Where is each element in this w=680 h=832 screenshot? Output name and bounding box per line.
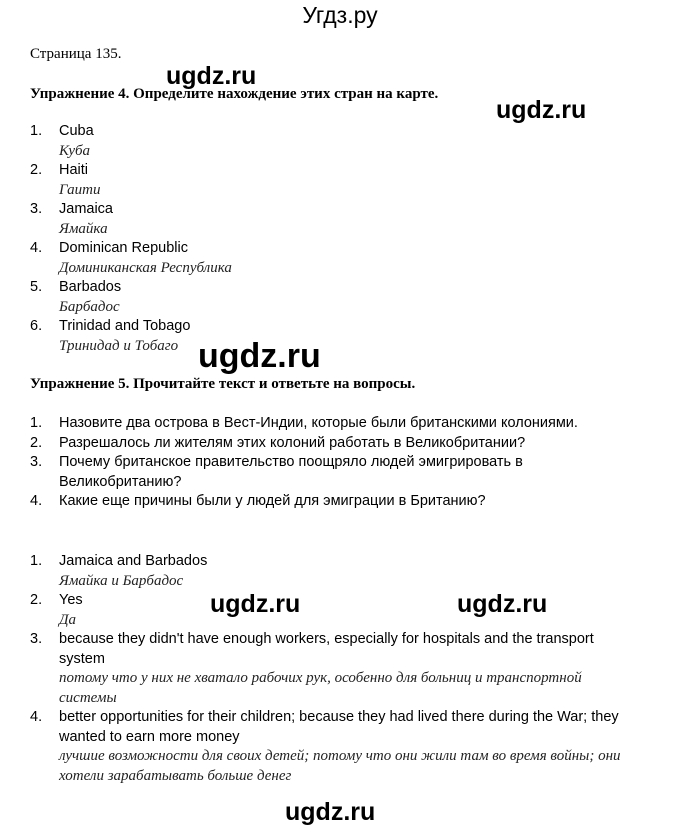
answer-english: better opportunities for their children; because they had lived there during the War; they wanted to earn more money [59, 709, 619, 745]
answer-russian: Да [59, 611, 77, 628]
list-item [30, 278, 232, 317]
answer-english: Yes [59, 592, 83, 608]
item-number: 1. [30, 123, 43, 139]
question-item [30, 434, 599, 454]
answer-russian: Ямайка и Барбадос [59, 572, 184, 589]
site-title: Угдз.ру [302, 2, 378, 28]
item-number: 3. [30, 201, 43, 217]
item-english: Barbados [59, 279, 122, 295]
list-item [30, 122, 232, 161]
question-text: Почему британское правительство поощряло людей эмигрировать в Великобританию? [59, 454, 523, 490]
question-item [30, 414, 599, 434]
item-number: 4. [30, 493, 43, 509]
item-number: 1. [30, 415, 43, 431]
page-label: Страница 135. [30, 46, 122, 62]
item-russian: Доминиканская Республика [59, 259, 232, 276]
question-item [30, 453, 599, 492]
list-item [30, 200, 232, 239]
answer-item [30, 630, 599, 708]
exercise-4-list [30, 122, 232, 356]
list-item [30, 161, 232, 200]
item-number: 3. [30, 454, 43, 470]
answer-item [30, 552, 630, 591]
question-text: Какие еще причины были у людей для эмиграции в Британию? [59, 493, 486, 509]
item-number: 2. [30, 434, 43, 451]
exercise-5-questions [30, 414, 599, 512]
answer-english: Jamaica and Barbados [59, 553, 208, 569]
item-russian: Гаити [59, 181, 101, 198]
watermark: ugdz.ru [457, 590, 548, 618]
watermark: ugdz.ru [496, 96, 587, 124]
item-number: 1. [30, 553, 43, 569]
question-text: Разрешалось ли жителям этих колоний работать в Великобритании? [59, 434, 526, 451]
exercise-5-answers [30, 552, 630, 786]
item-number: 2. [30, 592, 43, 608]
watermark: ugdz.ru [210, 590, 301, 618]
list-item [30, 239, 232, 278]
watermark: ugdz.ru [285, 798, 376, 826]
item-english: Haiti [59, 162, 89, 178]
item-english: Trinidad and Tobago [59, 318, 191, 334]
item-number: 5. [30, 279, 43, 295]
item-number: 4. [30, 240, 43, 256]
exercise-4-title: Упражнение 4. Определите нахождение этих стран на карте. [30, 86, 439, 102]
item-number: 6. [30, 318, 43, 334]
watermark: ugdz.ru [166, 62, 257, 90]
item-russian: Ямайка [59, 220, 108, 237]
item-russian: Куба [59, 142, 91, 159]
answer-russian: лучшие возможности для своих детей; потому что они жили там во время войны; они хотели зарабатывать больше денег [59, 748, 621, 784]
item-english: Jamaica [59, 201, 113, 217]
item-english: Cuba [59, 123, 94, 139]
answer-item [30, 708, 624, 786]
answer-english: because they didn't have enough workers, especially for hospitals and the transport system [59, 631, 594, 667]
item-russian: Барбадос [59, 298, 120, 315]
watermark: ugdz.ru [198, 337, 321, 375]
item-number: 4. [30, 709, 43, 725]
item-english: Dominican Republic [59, 240, 188, 256]
question-item [30, 492, 599, 512]
item-number: 2. [30, 162, 43, 178]
answer-russian: потому что у них не хватало рабочих рук, особенно для больниц и транспортной системы [59, 670, 582, 706]
question-text: Назовите два острова в Вест-Индии, которые были британскими колониями. [59, 415, 578, 431]
item-number: 3. [30, 631, 43, 647]
exercise-5-title: Упражнение 5. Прочитайте текст и ответьте на вопросы. [30, 376, 416, 392]
item-russian: Тринидад и Тобаго [59, 337, 179, 354]
